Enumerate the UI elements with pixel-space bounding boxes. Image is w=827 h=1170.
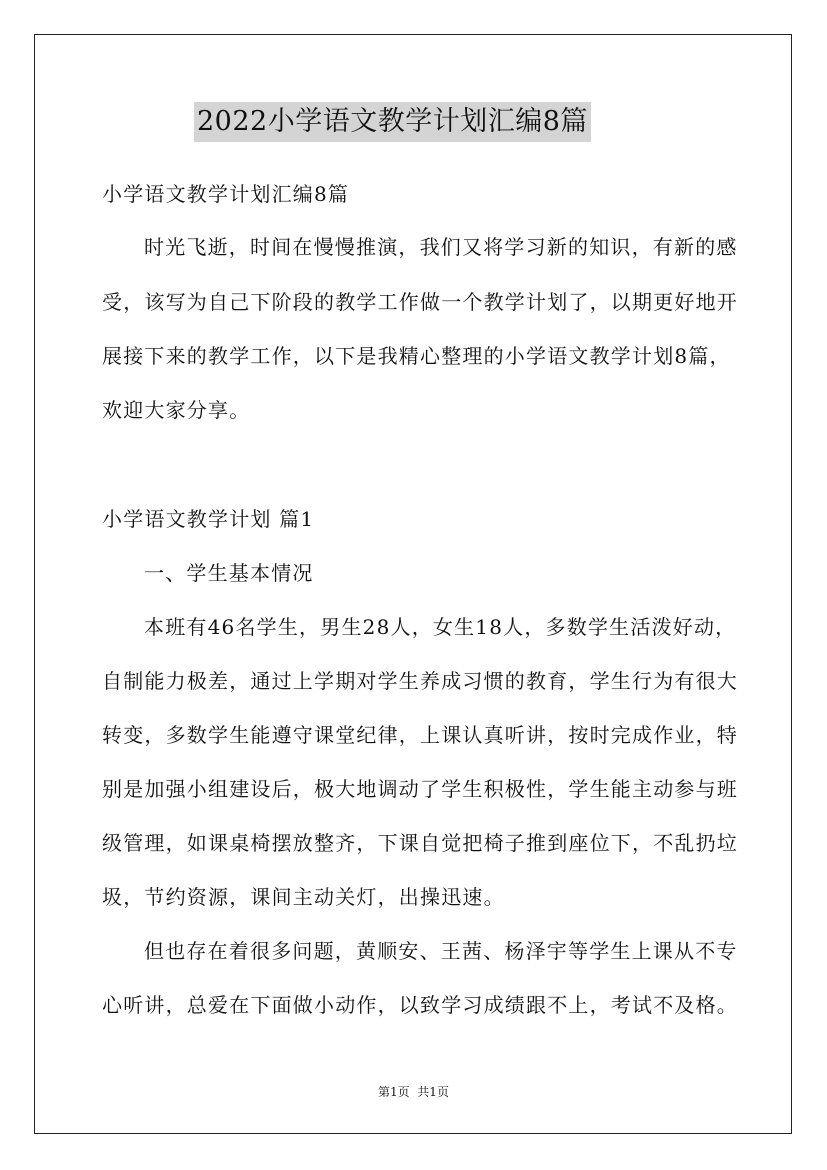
body-paragraph-line: 别是加强小组建设后，极大地调动了学生积极性，学生能主动参与班 xyxy=(102,777,738,801)
page-number-footer: 第1页 共1页 xyxy=(378,1085,449,1099)
intro-paragraph-line: 展接下来的教学工作，以下是我精心整理的小学语文教学计划8篇， xyxy=(102,344,731,368)
body-paragraph-line: 但也存在着很多问题，黄顺安、王茜、杨泽宇等学生上课从不专 xyxy=(144,939,738,963)
section-title: 小学语文教学计划 篇1 xyxy=(102,507,315,531)
body-paragraph-line: 本班有46名学生，男生28人，女生18人，多数学生活泼好动， xyxy=(144,615,737,639)
body-paragraph-line: 自制能力极差，通过上学期对学生养成习惯的教育，学生行为有很大 xyxy=(102,669,738,693)
section-heading: 一、学生基本情况 xyxy=(144,561,314,585)
intro-paragraph-line: 时光飞逝，时间在慢慢推演，我们又将学习新的知识，有新的感 xyxy=(144,235,738,259)
body-paragraph-line: 圾，节约资源，课间主动关灯，出操迅速。 xyxy=(102,885,505,909)
intro-paragraph-line: 受，该写为自己下阶段的教学工作做一个教学计划了，以期更好地开 xyxy=(102,290,738,314)
body-paragraph-line: 心听讲，总爱在下面做小动作，以致学习成绩跟不上，考试不及格。 xyxy=(102,993,738,1017)
body-paragraph-line: 转变，多数学生能遵守课堂纪律，上课认真听讲，按时完成作业，特 xyxy=(102,723,738,747)
document-title: 2022小学语文教学计划汇编8篇 xyxy=(194,102,591,142)
body-paragraph-line: 级管理，如课桌椅摆放整齐，下课自觉把椅子推到座位下，不乱扔垃 xyxy=(102,831,738,855)
document-subtitle: 小学语文教学计划汇编8篇 xyxy=(102,182,350,206)
intro-paragraph-line: 欢迎大家分享。 xyxy=(102,398,251,422)
